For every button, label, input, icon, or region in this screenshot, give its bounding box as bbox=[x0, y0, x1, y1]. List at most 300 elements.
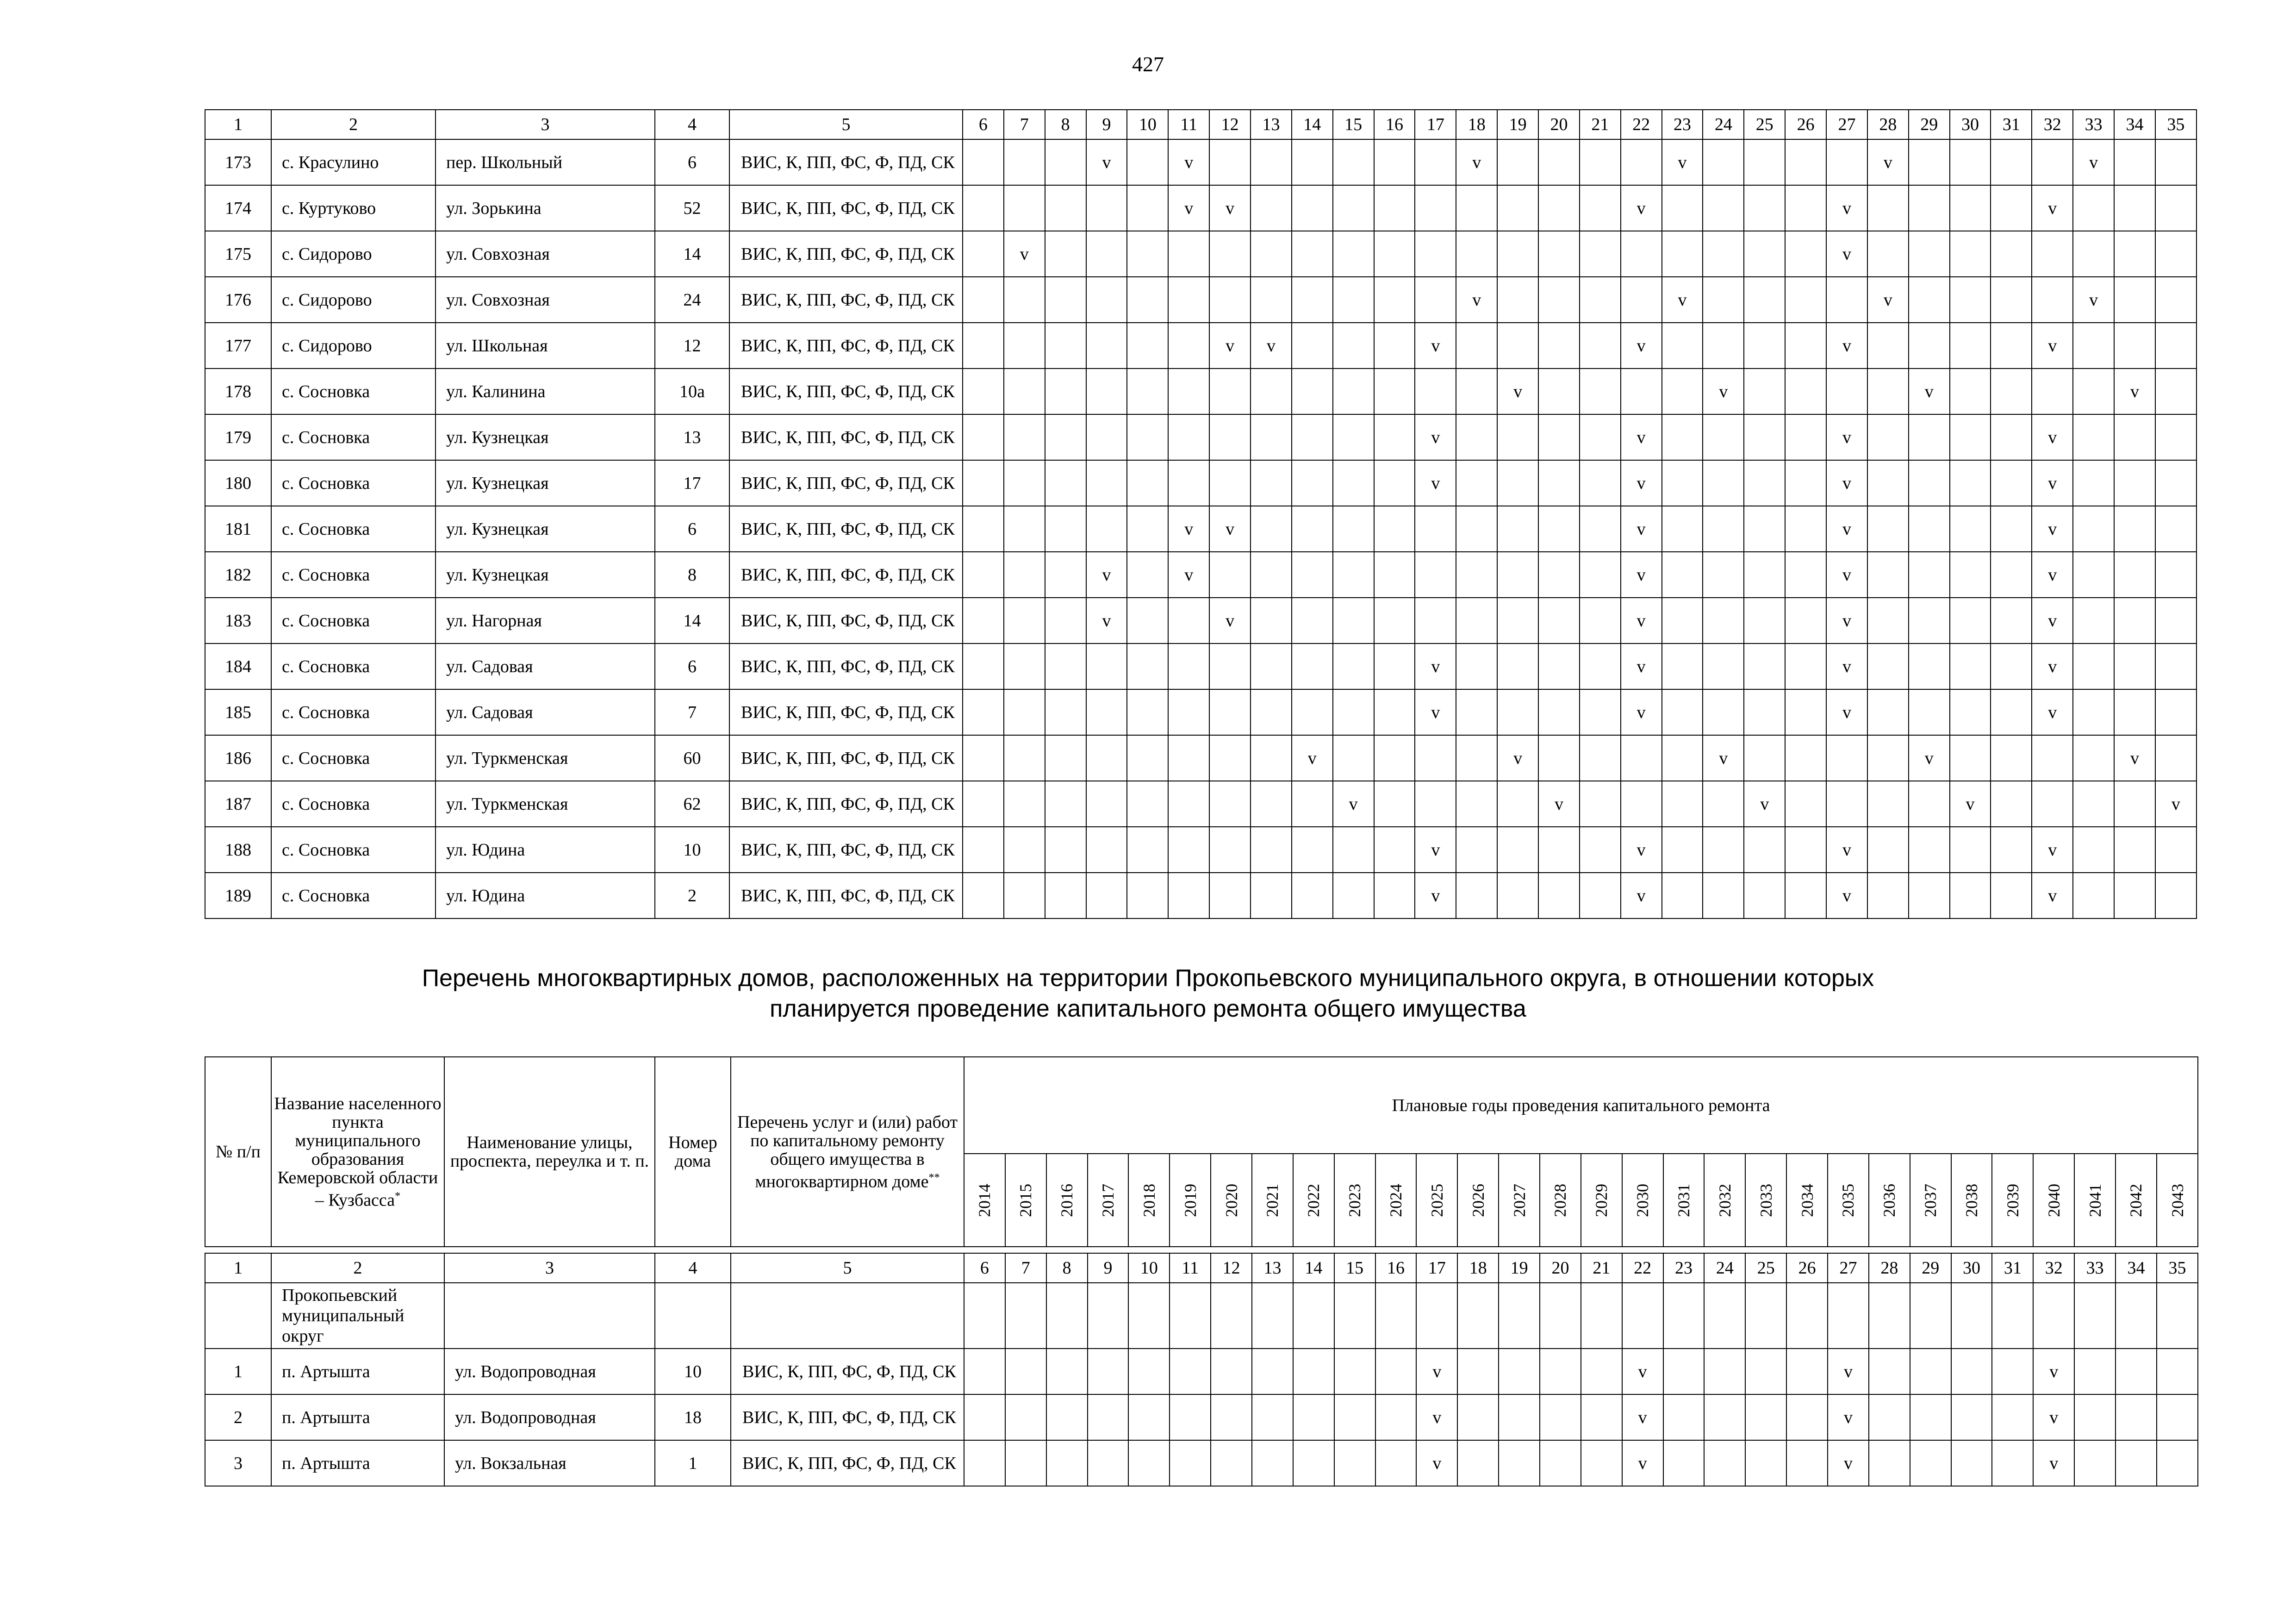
street-cell: ул. Зорькина bbox=[436, 185, 655, 231]
settlement-cell: с. Сосновка bbox=[271, 689, 436, 735]
group-cell-empty bbox=[1704, 1283, 1745, 1349]
street-cell: ул. Кузнецкая bbox=[436, 460, 655, 506]
year-cell-empty bbox=[1950, 369, 1991, 414]
year-cell-empty bbox=[1251, 781, 1292, 827]
year-cell-empty bbox=[1374, 643, 1415, 689]
house-cell: 6 bbox=[655, 139, 729, 185]
year-cell-empty bbox=[1415, 139, 1456, 185]
services-cell: ВИС, К, ПП, ФС, Ф, ПД, СК bbox=[729, 827, 963, 873]
year-cell-empty bbox=[1580, 506, 1621, 552]
year-cell-empty bbox=[1950, 414, 1991, 460]
year-mark: v bbox=[1826, 460, 1867, 506]
street-cell: ул. Садовая bbox=[436, 643, 655, 689]
year-cell-empty bbox=[1168, 323, 1209, 369]
column-number: 3 bbox=[444, 1253, 655, 1283]
year-cell-empty bbox=[1292, 873, 1333, 918]
year-cell-empty bbox=[1128, 1440, 1170, 1486]
column-number: 13 bbox=[1252, 1253, 1293, 1283]
year-cell-empty bbox=[2073, 369, 2114, 414]
column-number: 27 bbox=[1828, 1253, 1869, 1283]
year-cell-empty bbox=[1744, 598, 1785, 643]
year-cell-empty bbox=[1127, 735, 1168, 781]
year-cell-empty bbox=[1004, 689, 1045, 735]
year-cell-empty bbox=[1703, 506, 1744, 552]
year-cell-empty bbox=[1374, 506, 1415, 552]
year-cell-empty bbox=[1456, 781, 1497, 827]
year-cell-empty bbox=[1950, 460, 1991, 506]
page-number: 427 bbox=[1132, 52, 1164, 76]
group-cell-empty bbox=[1663, 1283, 1705, 1349]
row-number: 177 bbox=[205, 323, 271, 369]
settlement-cell: с. Сосновка bbox=[271, 598, 436, 643]
year-mark: v bbox=[1415, 643, 1456, 689]
year-cell-empty bbox=[1251, 460, 1292, 506]
year-header: 2034 bbox=[1786, 1154, 1828, 1247]
group-cell-empty bbox=[1005, 1283, 1046, 1349]
year-cell-empty bbox=[1538, 231, 1580, 277]
group-cell-empty bbox=[444, 1283, 655, 1349]
year-cell-empty bbox=[1415, 185, 1456, 231]
row-number: 3 bbox=[205, 1440, 271, 1486]
year-cell-empty bbox=[1292, 827, 1333, 873]
year-cell-empty bbox=[1252, 1349, 1293, 1394]
year-mark: v bbox=[1416, 1394, 1457, 1440]
year-cell-empty bbox=[1497, 323, 1538, 369]
group-cell-empty bbox=[1170, 1283, 1211, 1349]
year-cell-empty bbox=[1991, 231, 2032, 277]
year-cell-empty bbox=[1951, 1394, 1992, 1440]
year-cell-empty bbox=[1045, 873, 1086, 918]
year-mark: v bbox=[1086, 139, 1127, 185]
year-cell-empty bbox=[1744, 506, 1785, 552]
year-cell-empty bbox=[1168, 460, 1209, 506]
year-cell-empty bbox=[1499, 1349, 1540, 1394]
year-cell-empty bbox=[1333, 827, 1374, 873]
year-cell-empty bbox=[963, 323, 1004, 369]
year-cell-empty bbox=[1621, 781, 1662, 827]
year-cell-empty bbox=[1538, 643, 1580, 689]
year-cell-empty bbox=[1744, 231, 1785, 277]
year-header: 2038 bbox=[1951, 1154, 1992, 1247]
year-mark: v bbox=[2032, 598, 2073, 643]
year-cell-empty bbox=[1457, 1349, 1499, 1394]
year-mark: v bbox=[1826, 643, 1867, 689]
street-cell: ул. Кузнецкая bbox=[436, 552, 655, 598]
year-cell-empty bbox=[1004, 460, 1045, 506]
year-cell-empty bbox=[1086, 781, 1127, 827]
year-cell-empty bbox=[1909, 323, 1950, 369]
table-row bbox=[205, 231, 2196, 277]
year-cell-empty bbox=[1785, 369, 1826, 414]
year-cell-empty bbox=[1456, 323, 1497, 369]
year-cell-empty bbox=[1456, 185, 1497, 231]
year-cell-empty bbox=[1251, 506, 1292, 552]
column-number: 21 bbox=[1580, 110, 1621, 139]
year-cell-empty bbox=[1497, 552, 1538, 598]
year-cell-empty bbox=[2114, 185, 2155, 231]
settlement-cell: с. Сосновка bbox=[271, 506, 436, 552]
group-cell-empty bbox=[1252, 1283, 1293, 1349]
year-cell-empty bbox=[2114, 643, 2155, 689]
year-cell-empty bbox=[1538, 735, 1580, 781]
year-cell-empty bbox=[1004, 552, 1045, 598]
year-mark: v bbox=[1826, 689, 1867, 735]
row-number: 174 bbox=[205, 185, 271, 231]
year-mark: v bbox=[1333, 781, 1374, 827]
year-cell-empty bbox=[1127, 643, 1168, 689]
year-cell-empty bbox=[1333, 185, 1374, 231]
year-cell-empty bbox=[1663, 1440, 1705, 1486]
year-cell-empty bbox=[1785, 231, 1826, 277]
year-cell-empty bbox=[1292, 369, 1333, 414]
year-cell-empty bbox=[1333, 460, 1374, 506]
group-cell-empty bbox=[2074, 1283, 2116, 1349]
services-cell: ВИС, К, ПП, ФС, Ф, ПД, СК bbox=[731, 1394, 964, 1440]
column-number: 8 bbox=[1046, 1253, 1088, 1283]
settlement-cell: с. Сосновка bbox=[271, 873, 436, 918]
house-cell: 1 bbox=[655, 1440, 731, 1486]
year-cell-empty bbox=[1375, 1394, 1417, 1440]
year-cell-empty bbox=[1045, 552, 1086, 598]
year-cell-empty bbox=[2073, 231, 2114, 277]
year-cell-empty bbox=[1168, 598, 1209, 643]
year-header: 2015 bbox=[1005, 1154, 1046, 1247]
year-mark: v bbox=[1826, 552, 1867, 598]
year-cell-empty bbox=[1374, 231, 1415, 277]
year-cell-empty bbox=[1251, 414, 1292, 460]
year-cell-empty bbox=[1497, 139, 1538, 185]
year-cell-empty bbox=[1991, 643, 2032, 689]
table-row bbox=[205, 1394, 2198, 1440]
year-cell-empty bbox=[1909, 873, 1950, 918]
year-cell-empty bbox=[1005, 1394, 1046, 1440]
year-cell-empty bbox=[1662, 369, 1703, 414]
year-cell-empty bbox=[1581, 1394, 1622, 1440]
group-cell-empty bbox=[1828, 1283, 1869, 1349]
year-cell-empty bbox=[2114, 323, 2155, 369]
year-cell-empty bbox=[1580, 414, 1621, 460]
year-cell-empty bbox=[1046, 1440, 1088, 1486]
year-cell-empty bbox=[1785, 460, 1826, 506]
year-header: 2040 bbox=[2033, 1154, 2074, 1247]
services-cell: ВИС, К, ПП, ФС, Ф, ПД, СК bbox=[729, 414, 963, 460]
year-cell-empty bbox=[1991, 414, 2032, 460]
year-cell-empty bbox=[1786, 1349, 1828, 1394]
year-cell-empty bbox=[1950, 873, 1991, 918]
year-cell-empty bbox=[1785, 139, 1826, 185]
year-cell-empty bbox=[1333, 552, 1374, 598]
column-number: 22 bbox=[1622, 1253, 1663, 1283]
year-cell-empty bbox=[1909, 506, 1950, 552]
year-cell-empty bbox=[1580, 460, 1621, 506]
year-cell-empty bbox=[1909, 598, 1950, 643]
year-cell-empty bbox=[1703, 185, 1744, 231]
group-cell-empty bbox=[1581, 1283, 1622, 1349]
group-cell-empty bbox=[1334, 1283, 1375, 1349]
year-cell-empty bbox=[2073, 689, 2114, 735]
street-cell: ул. Туркменская bbox=[436, 781, 655, 827]
street-cell: ул. Нагорная bbox=[436, 598, 655, 643]
year-cell-empty bbox=[1170, 1349, 1211, 1394]
year-cell-empty bbox=[1127, 689, 1168, 735]
year-mark: v bbox=[1538, 781, 1580, 827]
group-cell-empty bbox=[1745, 1283, 1786, 1349]
services-cell: ВИС, К, ПП, ФС, Ф, ПД, СК bbox=[729, 552, 963, 598]
year-cell-empty bbox=[2155, 369, 2196, 414]
year-cell-empty bbox=[1211, 1349, 1252, 1394]
year-cell-empty bbox=[1374, 735, 1415, 781]
year-cell-empty bbox=[1499, 1440, 1540, 1486]
year-cell-empty bbox=[2073, 643, 2114, 689]
year-cell-empty bbox=[1088, 1349, 1129, 1394]
year-mark: v bbox=[2032, 552, 2073, 598]
year-cell-empty bbox=[1168, 689, 1209, 735]
year-cell-empty bbox=[1209, 369, 1251, 414]
year-cell-empty bbox=[1045, 689, 1086, 735]
year-cell-empty bbox=[1209, 231, 1251, 277]
year-cell-empty bbox=[964, 1394, 1005, 1440]
year-cell-empty bbox=[2073, 873, 2114, 918]
year-cell-empty bbox=[1086, 369, 1127, 414]
group-cell-empty bbox=[1211, 1283, 1252, 1349]
year-mark: v bbox=[1909, 369, 1950, 414]
services-cell: ВИС, К, ПП, ФС, Ф, ПД, СК bbox=[729, 460, 963, 506]
header-separator bbox=[205, 1247, 2198, 1253]
year-cell-empty bbox=[1086, 414, 1127, 460]
year-cell-empty bbox=[1374, 185, 1415, 231]
group-cell-empty bbox=[2116, 1283, 2157, 1349]
year-cell-empty bbox=[963, 277, 1004, 323]
year-cell-empty bbox=[1662, 598, 1703, 643]
header-services: Перечень услуг и (или) работ по капитальному ремонту общего имущества в многоквартирном доме** bbox=[731, 1057, 964, 1247]
house-cell: 62 bbox=[655, 781, 729, 827]
houses-table bbox=[205, 1056, 2198, 1487]
year-mark: v bbox=[2114, 735, 2155, 781]
year-mark: v bbox=[2155, 781, 2196, 827]
year-cell-empty bbox=[1251, 735, 1292, 781]
house-cell: 2 bbox=[655, 873, 729, 918]
year-cell-empty bbox=[1209, 552, 1251, 598]
year-cell-empty bbox=[1209, 414, 1251, 460]
year-cell-empty bbox=[1744, 277, 1785, 323]
year-cell-empty bbox=[1744, 414, 1785, 460]
table-row bbox=[205, 277, 2196, 323]
year-cell-empty bbox=[1497, 185, 1538, 231]
year-cell-empty bbox=[1703, 552, 1744, 598]
row-number: 186 bbox=[205, 735, 271, 781]
year-cell-empty bbox=[1456, 460, 1497, 506]
year-cell-empty bbox=[1703, 277, 1744, 323]
year-cell-empty bbox=[2114, 781, 2155, 827]
column-number: 5 bbox=[729, 110, 963, 139]
year-cell-empty bbox=[1538, 369, 1580, 414]
year-cell-empty bbox=[1127, 598, 1168, 643]
year-cell-empty bbox=[1745, 1440, 1786, 1486]
year-cell-empty bbox=[1374, 827, 1415, 873]
year-mark: v bbox=[1826, 598, 1867, 643]
year-cell-empty bbox=[1744, 827, 1785, 873]
year-cell-empty bbox=[1333, 643, 1374, 689]
year-mark: v bbox=[1621, 552, 1662, 598]
year-cell-empty bbox=[1333, 323, 1374, 369]
year-mark: v bbox=[1415, 414, 1456, 460]
year-cell-empty bbox=[1538, 873, 1580, 918]
year-header: 2032 bbox=[1704, 1154, 1745, 1247]
year-mark: v bbox=[1456, 139, 1497, 185]
year-header: 2022 bbox=[1293, 1154, 1334, 1247]
year-mark: v bbox=[1621, 689, 1662, 735]
year-mark: v bbox=[2033, 1394, 2074, 1440]
year-cell-empty bbox=[1703, 873, 1744, 918]
settlement-cell: с. Сосновка bbox=[271, 414, 436, 460]
year-mark: v bbox=[2073, 139, 2114, 185]
services-cell: ВИС, К, ПП, ФС, Ф, ПД, СК bbox=[729, 735, 963, 781]
year-header: 2043 bbox=[2157, 1154, 2198, 1247]
year-header: 2029 bbox=[1581, 1154, 1622, 1247]
year-cell-empty bbox=[1456, 552, 1497, 598]
year-cell-empty bbox=[1497, 460, 1538, 506]
year-cell-empty bbox=[963, 689, 1004, 735]
header-number: № п/п bbox=[205, 1057, 271, 1247]
column-number: 16 bbox=[1374, 110, 1415, 139]
year-cell-empty bbox=[1004, 735, 1045, 781]
year-cell-empty bbox=[1456, 643, 1497, 689]
table-row bbox=[205, 689, 2196, 735]
year-cell-empty bbox=[1580, 185, 1621, 231]
column-number: 31 bbox=[1991, 110, 2032, 139]
services-cell: ВИС, К, ПП, ФС, Ф, ПД, СК bbox=[731, 1349, 964, 1394]
year-cell-empty bbox=[1538, 460, 1580, 506]
year-cell-empty bbox=[1581, 1349, 1622, 1394]
table-row bbox=[205, 873, 2196, 918]
year-cell-empty bbox=[1415, 277, 1456, 323]
column-number: 9 bbox=[1086, 110, 1127, 139]
year-cell-empty bbox=[1621, 369, 1662, 414]
house-cell: 24 bbox=[655, 277, 729, 323]
year-cell-empty bbox=[1045, 231, 1086, 277]
year-cell-empty bbox=[2155, 552, 2196, 598]
year-mark: v bbox=[1826, 827, 1867, 873]
year-cell-empty bbox=[1045, 139, 1086, 185]
house-cell: 10 bbox=[655, 1349, 731, 1394]
year-cell-empty bbox=[1909, 643, 1950, 689]
table-row bbox=[205, 643, 2196, 689]
year-mark: v bbox=[1826, 231, 1867, 277]
year-cell-empty bbox=[1456, 231, 1497, 277]
group-cell-empty bbox=[731, 1283, 964, 1349]
year-cell-empty bbox=[1662, 781, 1703, 827]
year-cell-empty bbox=[1909, 689, 1950, 735]
year-cell-empty bbox=[2114, 139, 2155, 185]
column-number: 7 bbox=[1004, 110, 1045, 139]
year-cell-empty bbox=[1786, 1440, 1828, 1486]
year-cell-empty bbox=[2155, 277, 2196, 323]
year-cell-empty bbox=[1375, 1349, 1417, 1394]
year-mark: v bbox=[1415, 323, 1456, 369]
year-cell-empty bbox=[1333, 369, 1374, 414]
year-cell-empty bbox=[1086, 689, 1127, 735]
year-cell-empty bbox=[1991, 735, 2032, 781]
year-cell-empty bbox=[1497, 414, 1538, 460]
column-number: 19 bbox=[1497, 110, 1538, 139]
year-mark: v bbox=[1292, 735, 1333, 781]
column-number: 25 bbox=[1744, 110, 1785, 139]
year-cell-empty bbox=[1086, 185, 1127, 231]
year-cell-empty bbox=[1867, 827, 1909, 873]
group-cell-empty bbox=[2033, 1283, 2074, 1349]
year-cell-empty bbox=[1497, 598, 1538, 643]
settlement-cell: с. Сосновка bbox=[271, 781, 436, 827]
year-cell-empty bbox=[1045, 506, 1086, 552]
row-number: 188 bbox=[205, 827, 271, 873]
year-header: 2036 bbox=[1869, 1154, 1910, 1247]
year-cell-empty bbox=[1785, 689, 1826, 735]
year-cell-empty bbox=[1045, 369, 1086, 414]
street-cell: ул. Кузнецкая bbox=[436, 506, 655, 552]
column-number-row bbox=[205, 110, 2196, 139]
year-mark: v bbox=[2033, 1440, 2074, 1486]
column-number: 8 bbox=[1045, 110, 1086, 139]
year-cell-empty bbox=[2032, 735, 2073, 781]
column-number: 2 bbox=[271, 1253, 444, 1283]
year-cell-empty bbox=[1170, 1440, 1211, 1486]
year-cell-empty bbox=[2073, 735, 2114, 781]
year-cell-empty bbox=[963, 827, 1004, 873]
year-cell-empty bbox=[1538, 185, 1580, 231]
year-mark: v bbox=[1621, 460, 1662, 506]
year-cell-empty bbox=[2155, 323, 2196, 369]
year-cell-empty bbox=[1004, 139, 1045, 185]
column-number: 23 bbox=[1663, 1253, 1705, 1283]
year-cell-empty bbox=[1251, 369, 1292, 414]
row-number: 183 bbox=[205, 598, 271, 643]
year-cell-empty bbox=[1703, 827, 1744, 873]
year-cell-empty bbox=[1703, 598, 1744, 643]
year-cell-empty bbox=[1662, 506, 1703, 552]
year-cell-empty bbox=[1334, 1440, 1375, 1486]
year-cell-empty bbox=[1580, 873, 1621, 918]
year-mark: v bbox=[1415, 873, 1456, 918]
year-cell-empty bbox=[1251, 231, 1292, 277]
year-header: 2042 bbox=[2116, 1154, 2157, 1247]
year-cell-empty bbox=[2155, 460, 2196, 506]
settlement-cell: п. Артышта bbox=[271, 1394, 444, 1440]
year-cell-empty bbox=[1374, 139, 1415, 185]
row-number: 182 bbox=[205, 552, 271, 598]
year-mark: v bbox=[2073, 277, 2114, 323]
year-cell-empty bbox=[1909, 781, 1950, 827]
year-cell-empty bbox=[1785, 643, 1826, 689]
year-cell-empty bbox=[1991, 689, 2032, 735]
year-cell-empty bbox=[2073, 506, 2114, 552]
year-cell-empty bbox=[1004, 323, 1045, 369]
year-cell-empty bbox=[1950, 506, 1991, 552]
year-cell-empty bbox=[1209, 460, 1251, 506]
column-number: 15 bbox=[1333, 110, 1374, 139]
column-number: 30 bbox=[1950, 110, 1991, 139]
year-cell-empty bbox=[1785, 552, 1826, 598]
house-cell: 18 bbox=[655, 1394, 731, 1440]
year-cell-empty bbox=[1004, 643, 1045, 689]
row-number: 1 bbox=[205, 1349, 271, 1394]
year-cell-empty bbox=[1128, 1394, 1170, 1440]
year-cell-empty bbox=[1086, 643, 1127, 689]
year-mark: v bbox=[2032, 689, 2073, 735]
year-mark: v bbox=[1251, 323, 1292, 369]
year-cell-empty bbox=[1621, 139, 1662, 185]
year-cell-empty bbox=[1292, 506, 1333, 552]
year-cell-empty bbox=[2074, 1349, 2116, 1394]
